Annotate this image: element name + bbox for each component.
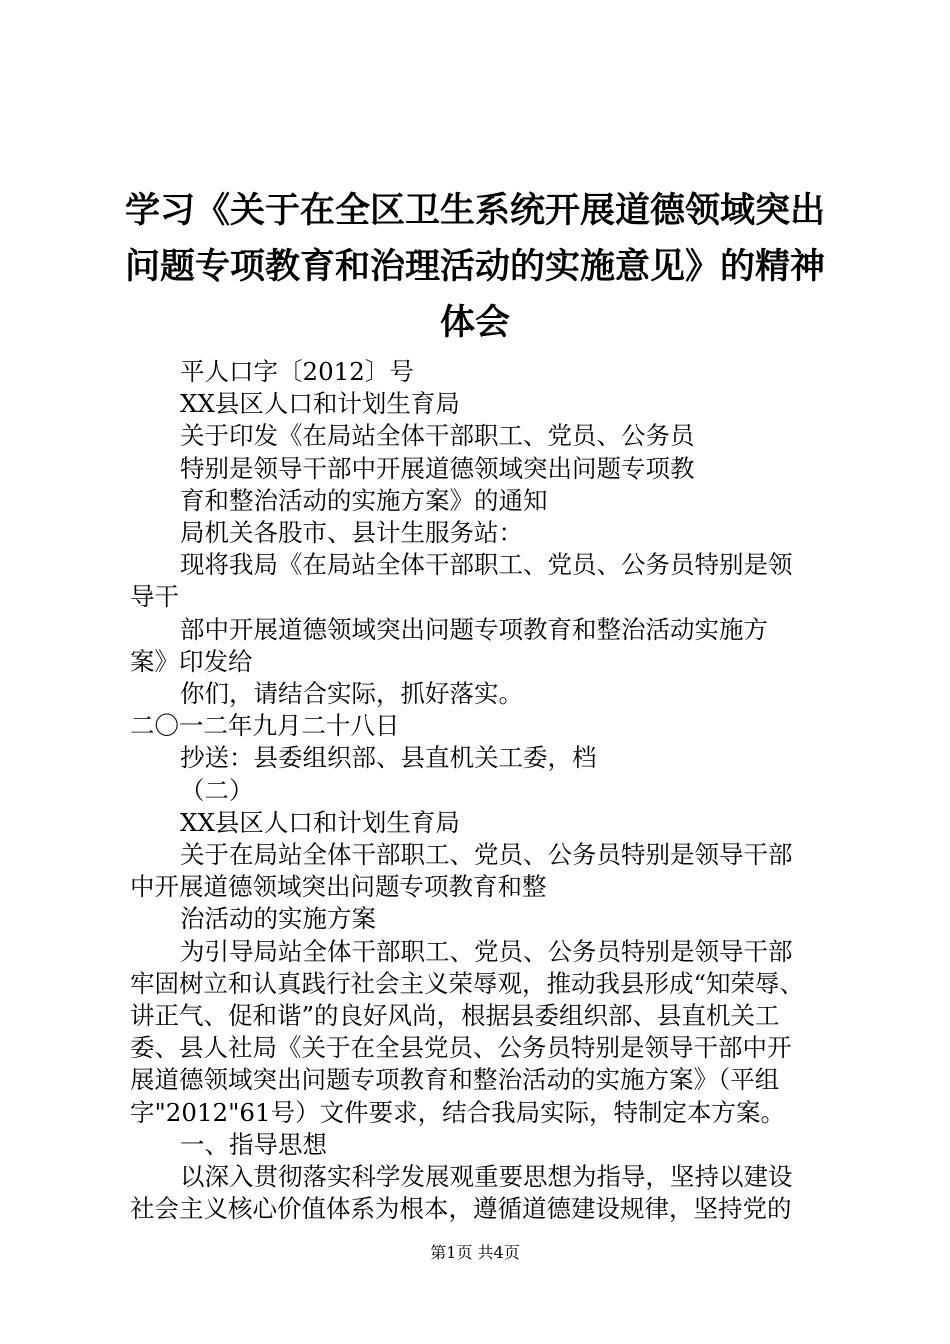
cc-line: 抄送：县委组织部、县直机关工委，档 <box>180 743 597 773</box>
section-number: （二） <box>180 775 254 805</box>
notice-title-line: 育和整治活动的实施方案》的通知 <box>180 485 548 515</box>
plan-title-line: 中开展道德领域突出问题专项教育和整 <box>130 872 547 902</box>
body-line: 部中开展道德领域突出问题专项教育和整治活动实施方 <box>180 614 768 644</box>
body-line: 导干 <box>130 582 179 612</box>
body-line: 以深入贯彻落实科学发展观重要思想为指导，坚持以建设 <box>180 1162 793 1192</box>
document-title <box>110 183 840 351</box>
date-line: 二〇一二年九月二十八日 <box>130 711 400 741</box>
section-heading: 一、指导思想 <box>180 1129 327 1159</box>
document-body <box>130 356 830 1225</box>
notice-title-line: 关于印发《在局站全体干部职工、党员、公务员 <box>180 421 695 451</box>
body-line: 案》印发给 <box>130 646 253 676</box>
title-line: 体会 <box>439 303 510 343</box>
title-line: 问题专项教育和治理活动的实施意见》的精神 <box>124 247 825 287</box>
body-line: 委、县人社局《关于在全县党员、公务员特别是领导干部中开 <box>130 1033 792 1063</box>
body-line: 展道德领域突出问题专项教育和整治活动的实施方案》（平组 <box>130 1065 780 1095</box>
page-footer: 第1页 共4页 <box>430 1243 520 1262</box>
body-line: 字"2012"61号）文件要求，结合我局实际，特制定本方案。 <box>130 1097 786 1127</box>
body-line: 牢固树立和认真践行社会主义荣辱观，推动我县形成“知荣辱、 <box>130 968 805 998</box>
body-line: 现将我局《在局站全体干部职工、党员、公务员特别是领 <box>180 550 793 580</box>
body-line: 你们，请结合实际，抓好落实。 <box>180 679 523 709</box>
plan-title-line: 治活动的实施方案 <box>180 904 376 934</box>
doc-number: 平人口字〔2012〕号 <box>180 357 414 386</box>
issuer: XX县区人口和计划生育局 <box>180 807 460 837</box>
body-line: 社会主义核心价值体系为根本，遵循道德建设规律，坚持党的 <box>130 1194 792 1224</box>
body-line: 为引导局站全体干部职工、党员、公务员特别是领导干部 <box>180 936 793 966</box>
title-line: 学习《关于在全区卫生系统开展道德领域突出 <box>124 191 825 231</box>
issuer: XX县区人口和计划生育局 <box>180 389 460 419</box>
plan-title-line: 关于在局站全体干部职工、党员、公务员特别是领导干部 <box>180 840 793 870</box>
notice-title-line: 特别是领导干部中开展道德领域突出问题专项教 <box>180 453 695 483</box>
recipients: 局机关各股市、县计生服务站： <box>180 518 523 548</box>
body-line: 讲正气、促和谐”的良好风尚，根据县委组织部、县直机关工 <box>130 1001 780 1031</box>
